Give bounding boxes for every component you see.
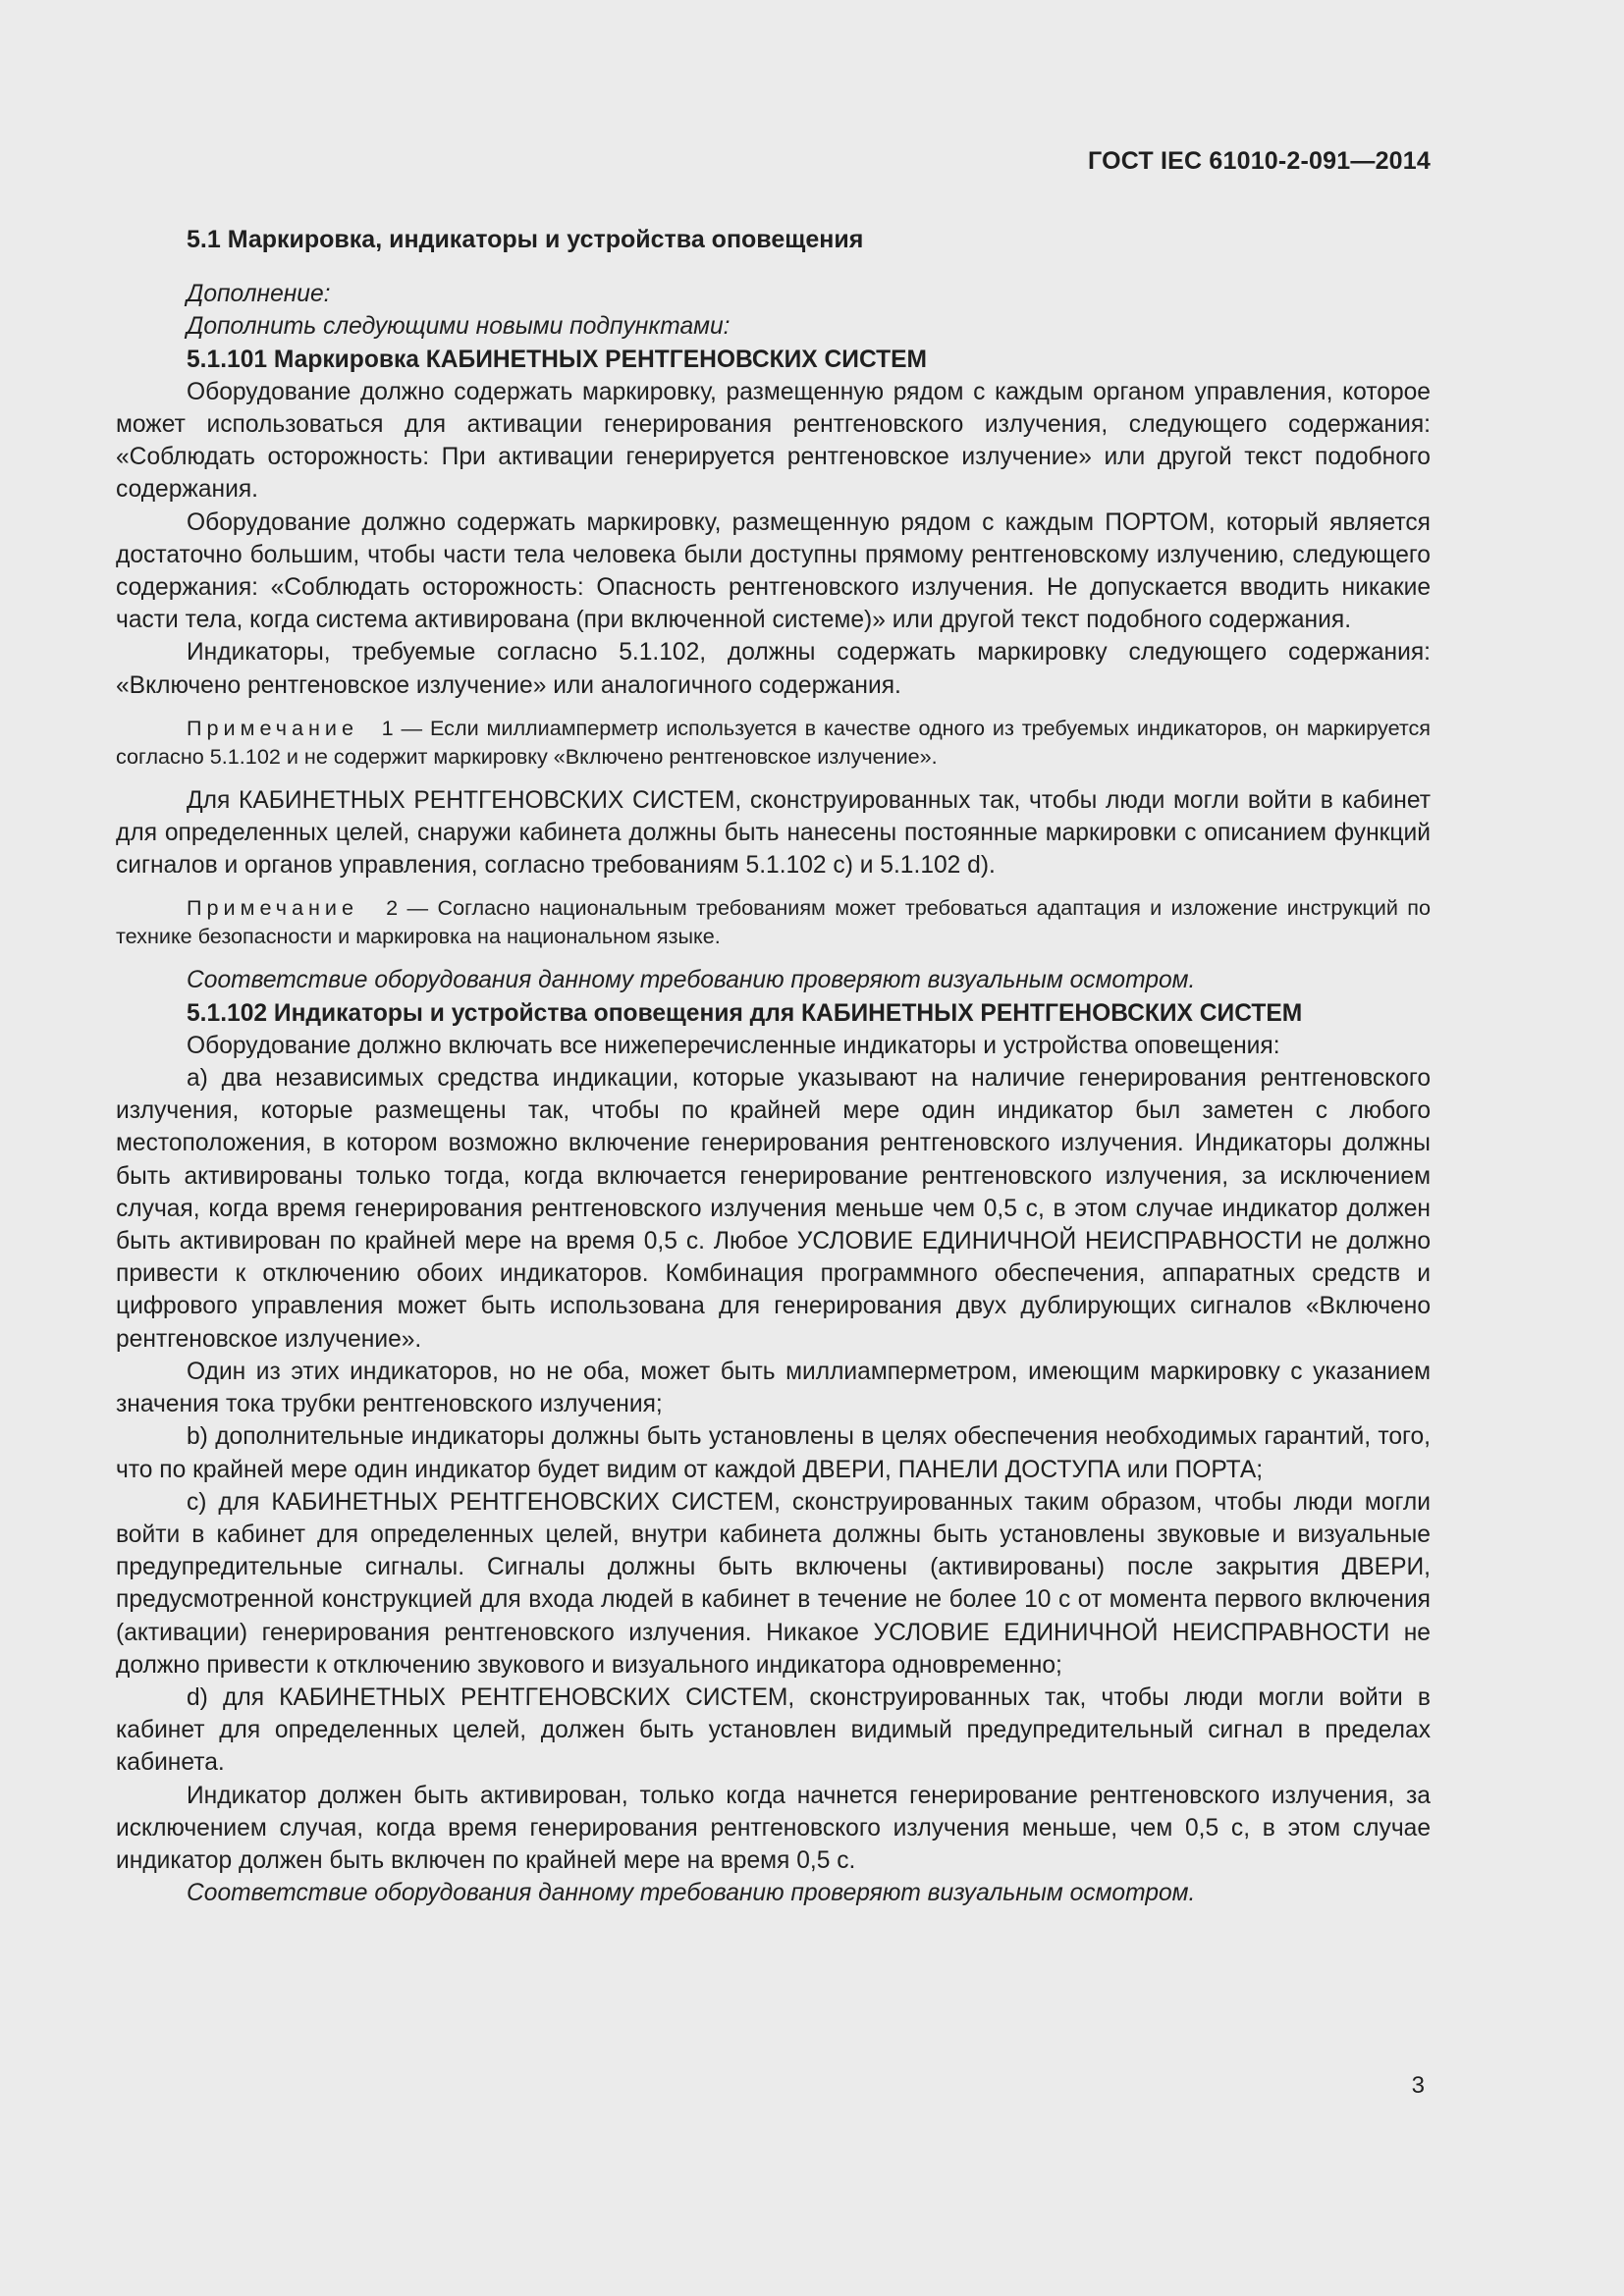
- paragraph: Оборудование должно содержать маркировку, размещенную рядом с каждым ПОРТОМ, который является достаточно большим, чтобы части тела человека были доступны прямому рентгеновскому излучению, следующего содержания: «Соблюдать осторожность: Опасность рентгеновского излучения. Не допускается вводить никакие части тела, когда система активирована (при включенной системе)» или другой текст подобного содержания.: [116, 508, 1431, 634]
- note-text: 1 — Если миллиамперметр используется в качестве одного из требуемых индикаторов, он маркируется согласно 5.1.102 и не содержит маркировку «Включено рентгеновское излучение».: [116, 715, 1431, 769]
- list-item-d: d) для КАБИНЕТНЫХ РЕНТГЕНОВСКИХ СИСТЕМ, сконструированных так, чтобы люди могли войти в кабинет для определенных целей, должен быть установлен видимый предупредительный сигнал в пределах кабинета.: [116, 1683, 1431, 1777]
- note-label: Примечание: [187, 715, 358, 740]
- paragraph: Оборудование должно включать все нижеперечисленные индикаторы и устройства оповещения:: [187, 1032, 1280, 1059]
- note-label: Примечание: [187, 895, 358, 921]
- paragraph: Для КАБИНЕТНЫХ РЕНТГЕНОВСКИХ СИСТЕМ, сконструированных так, чтобы люди могли войти в кабинет для определенных целей, снаружи кабинета должны быть нанесены постоянные маркировки с описанием функций сигналов и органов управления, согласно требованиям 5.1.102 c) и 5.1.102 d).: [116, 786, 1431, 880]
- section-title: 5.1 Маркировка, индикаторы и устройства оповещения: [187, 226, 864, 253]
- subsection-102-title: 5.1.102 Индикаторы и устройства оповещения для КАБИНЕТНЫХ РЕНТГЕНОВСКИХ СИСТЕМ: [187, 999, 1303, 1027]
- note-1: [116, 714, 1431, 771]
- document-body: [116, 224, 1431, 1909]
- document-header: ГОСТ IEC 61010-2-091—2014: [1088, 147, 1431, 175]
- paragraph: Один из этих индикаторов, но не оба, может быть миллиамперметром, имеющим маркировку с указанием значения тока трубки рентгеновского излучения;: [116, 1358, 1431, 1418]
- list-item-b: b) дополнительные индикаторы должны быть установлены в целях обеспечения необходимых гарантий, того, что по крайней мере один индикатор будет видим от каждой ДВЕРИ, ПАНЕЛИ ДОСТУПА или ПОРТА;: [116, 1423, 1431, 1483]
- paragraph: Оборудование должно содержать маркировку, размещенную рядом с каждым органом управления, которое может использоваться для активации генерирования рентгеновского излучения, следующего содержания: «Соблюдать осторожность: При активации генерируется рентгеновское излучение» или другой текст подобного содержания.: [116, 378, 1431, 504]
- addition-label: Дополнение:: [187, 281, 331, 308]
- compliance-statement: Соответствие оборудования данному требованию проверяют визуальным осмотром.: [187, 1880, 1196, 1907]
- paragraph: Индикатор должен быть активирован, только когда начнется генерирование рентгеновского излучения, за исключением случая, когда время генерирования рентгеновского излучения меньше, чем 0,5 с, в этом случае индикатор должен быть включен по крайней мере на время 0,5 с.: [116, 1782, 1431, 1874]
- note-text: 2 — Согласно национальным требованиям может требоваться адаптация и изложение инструкций по технике безопасности и маркировка на национальном языке.: [116, 895, 1431, 949]
- subsection-101-title: 5.1.101 Маркировка КАБИНЕТНЫХ РЕНТГЕНОВСКИХ СИСТЕМ: [187, 346, 928, 373]
- addition-instruction: Дополнить следующими новыми подпунктами:: [187, 313, 731, 341]
- compliance-statement: Соответствие оборудования данному требованию проверяют визуальным осмотром.: [187, 967, 1196, 994]
- list-item-a: a) два независимых средства индикации, которые указывают на наличие генерирования рентгеновского излучения, которые размещены так, чтобы по крайней мере один индикатор был заметен с любого местоположения, в котором возможно включение генерирования рентгеновского излучения. Индикаторы должны быть активированы только тогда, когда включается генерирование рентгеновского излучения, за исключением случая, когда время генерирования рентгеновского излучения меньше чем 0,5 с, в этом случае индикатор должен быть активирован по крайней мере на время 0,5 с. Любое УСЛОВИЕ ЕДИНИЧНОЙ НЕИСПРАВНОСТИ не должно привести к отключению обоих индикаторов. Комбинация программного обеспечения, аппаратных средств и цифрового управления может быть использована для генерирования двух дублирующих сигналов «Включено рентгеновское излучение».: [116, 1065, 1431, 1353]
- page-number: 3: [1411, 2072, 1425, 2099]
- note-2: [116, 893, 1431, 950]
- list-item-c: c) для КАБИНЕТНЫХ РЕНТГЕНОВСКИХ СИСТЕМ, сконструированных таким образом, чтобы люди могли войти в кабинет для определенных целей, внутри кабинета должны быть установлены звуковые и визуальные предупредительные сигналы. Сигналы должны быть включены (активированы) после закрытия ДВЕРИ, предусмотренной конструкцией для входа людей в кабинет в течение не более 10 с от момента первого включения (активации) генерирования рентгеновского излучения. Никакое УСЛОВИЕ ЕДИНИЧНОЙ НЕИСПРАВНОСТИ не должно привести к отключению звукового и визуального индикатора одновременно;: [116, 1488, 1431, 1679]
- paragraph: Индикаторы, требуемые согласно 5.1.102, должны содержать маркировку следующего содержания: «Включено рентгеновское излучение» или аналогичного содержания.: [116, 639, 1431, 699]
